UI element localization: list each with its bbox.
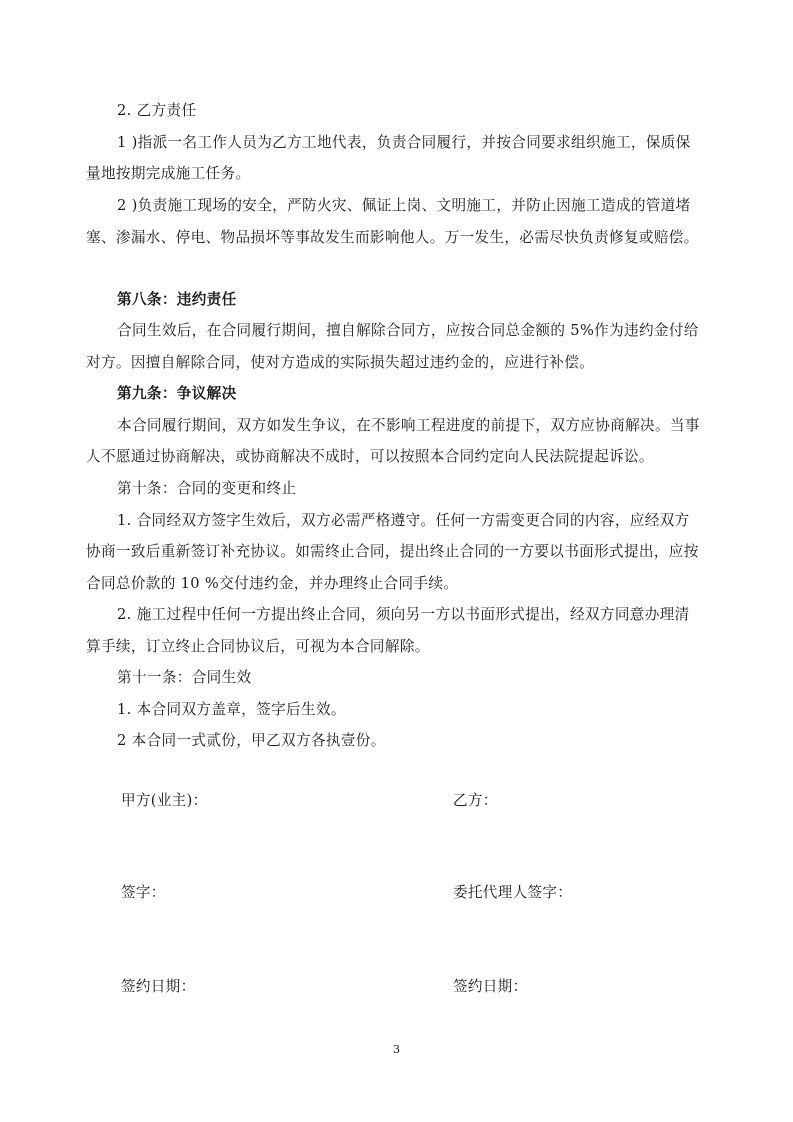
article-11-heading: 第十一条：合同生效 [117,669,252,686]
party-b-date-label: 签约日期： [453,978,528,995]
paragraph-line: 塞、渗漏水、停电、物品损坏等事故发生而影响他人。万一发生，必需尽快负责修复或赔偿。 [86,229,699,246]
party-a-label: 甲方(业主)： [121,792,208,809]
article-10-heading: 第十条：合同的变更和终止 [117,480,297,497]
paragraph-line: 量地按期完成施工任务。 [86,165,251,182]
paragraph-line: 协商一致后重新签订补充协议。如需终止合同，提出终止合同的一方要以书面形式提出，应按 [86,543,699,560]
paragraph-line: 2 )负责施工现场的安全，严防火灾、佩证上岗、文明施工，并防止因施工造成的管道堵 [117,197,691,214]
paragraph-line: 本合同履行期间，双方如发生争议，在不影响工程进度的前提下，双方应协商解决。当事 [117,417,700,434]
paragraph-line: 1. 本合同双方盖章，签字后生效。 [117,701,346,718]
article-9-heading: 第九条：争议解决 [117,385,237,402]
paragraph-line: 合同总价款的 10 %交付违约金，并办理终止合同手续。 [86,575,459,592]
page-number: 3 [393,1043,400,1056]
paragraph-line: 算手续，订立终止合同协议后，可视为本合同解除。 [86,638,430,655]
paragraph-line: 人不愿通过协商解决，或协商解决不成时，可以按照本合同约定向人民法院提起诉讼。 [86,448,654,465]
party-a-signature-label: 签字： [121,884,166,901]
paragraph-line: 对方。因擅自解除合同，使对方造成的实际损失超过违约金的，应进行补偿。 [86,354,595,371]
paragraph-line: 1. 合同经双方签字生效后，双方必需严格遵守。任何一方需变更合同的内容，应经双方 [117,512,690,529]
paragraph-line: 2. 施工过程中任何一方提出终止合同，须向另一方以书面形式提出，经双方同意办理清 [117,606,690,623]
paragraph-line: 合同生效后，在合同履行期间，擅自解除合同方，应按合同总金额的 5%作为违约金付给 [117,322,699,339]
party-b-label: 乙方： [453,792,498,809]
party-a-date-label: 签约日期： [121,978,196,995]
article-8-heading: 第八条：违约责任 [117,291,237,308]
section-heading: 2. 乙方责任 [117,102,197,119]
agent-signature-label: 委托代理人签字： [453,884,573,901]
paragraph-line: 2 本合同一式贰份，甲乙双方各执壹份。 [117,732,386,749]
paragraph-line: 1 )指派一名工作人员为乙方工地代表，负责合同履行，并按合同要求组织施工，保质保 [117,134,691,151]
